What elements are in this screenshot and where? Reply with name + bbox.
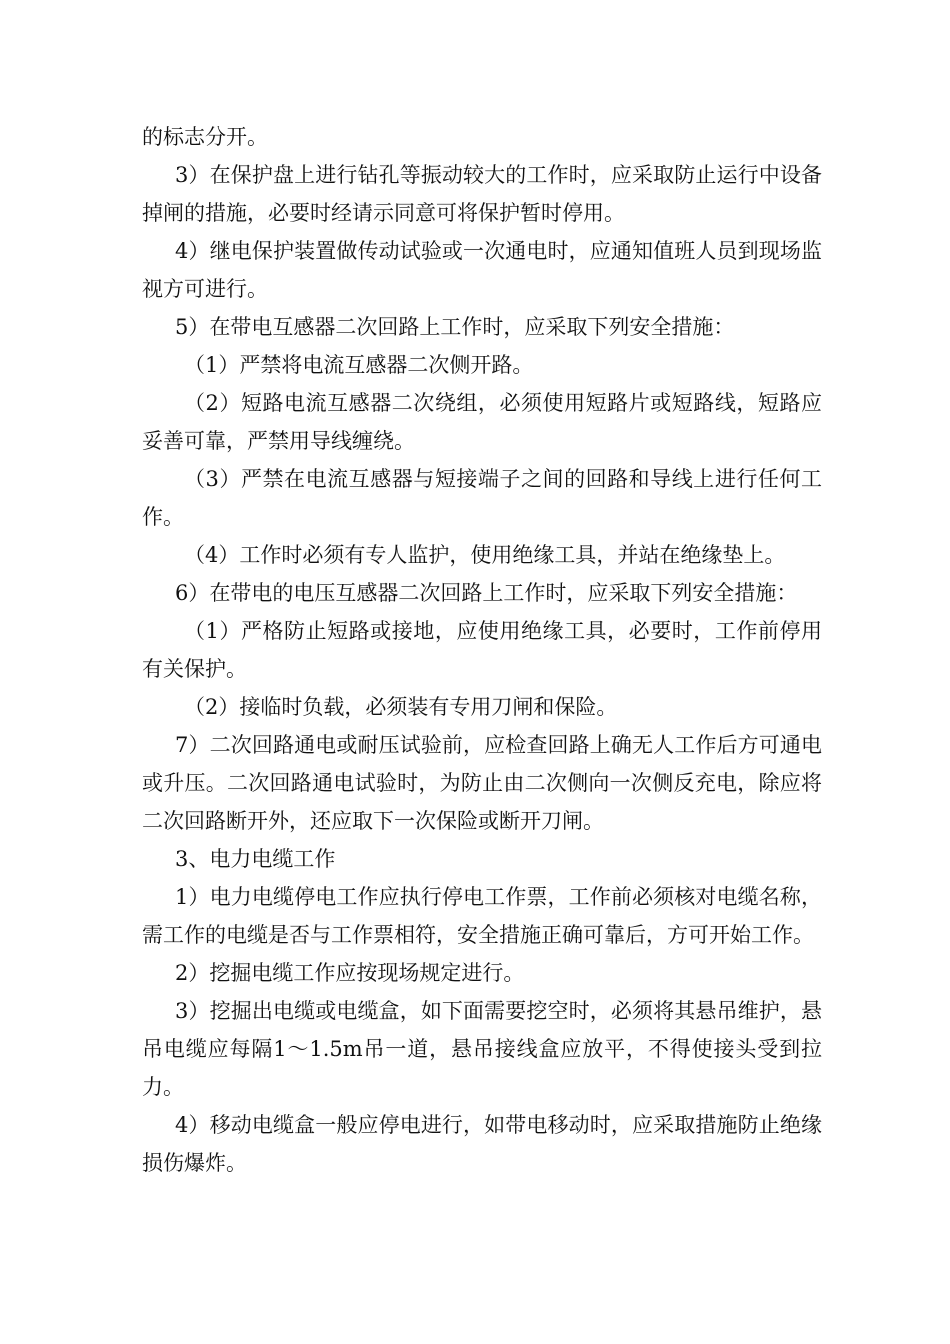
paragraph-continuation: 的标志分开。 xyxy=(142,125,268,149)
paragraph-subitem-5-2: （2）短路电流互感器二次绕组，必须使用短路片或短路线，短路应妥善可靠，严禁用导线缠绕。 xyxy=(142,391,822,453)
paragraph-subitem-6-1: （1）严格防止短路或接地，应使用绝缘工具，必要时，工作前停用有关保护。 xyxy=(142,619,822,681)
paragraph-item-3: 3）在保护盘上进行钻孔等振动较大的工作时，应采取防止运行中设备掉闸的措施，必要时经请示同意可将保护暂时停用。 xyxy=(142,163,822,225)
section-heading-power-cable: 3、电力电缆工作 xyxy=(175,847,336,871)
paragraph-subitem-5-1: （1）严禁将电流互感器二次侧开路。 xyxy=(184,353,534,377)
paragraph-cable-item-3: 3）挖掘出电缆或电缆盒，如下面需要挖空时，必须将其悬吊维护，悬吊电缆应每隔1～1.5m吊一道，悬吊接线盒应放平，不得使接头受到拉力。 xyxy=(142,999,822,1099)
document-body xyxy=(142,118,822,1182)
paragraph-item-7: 7）二次回路通电或耐压试验前，应检查回路上确无人工作后方可通电或升压。二次回路通电试验时，为防止由二次侧向一次侧反充电，除应将二次回路断开外，还应取下一次保险或断开刀闸。 xyxy=(142,733,822,833)
paragraph-item-5: 5）在带电互感器二次回路上工作时，应采取下列安全措施： xyxy=(175,315,735,339)
paragraph-cable-item-2: 2）挖掘电缆工作应按现场规定进行。 xyxy=(175,961,525,985)
paragraph-item-4: 4）继电保护装置做传动试验或一次通电时，应通知值班人员到现场监视方可进行。 xyxy=(142,239,822,301)
paragraph-cable-item-4: 4）移动电缆盒一般应停电进行，如带电移动时，应采取措施防止绝缘损伤爆炸。 xyxy=(142,1113,822,1175)
paragraph-subitem-5-3: （3）严禁在电流互感器与短接端子之间的回路和导线上进行任何工作。 xyxy=(142,467,822,529)
paragraph-item-6: 6）在带电的电压互感器二次回路上工作时，应采取下列安全措施： xyxy=(175,581,798,605)
paragraph-cable-item-1: 1）电力电缆停电工作应执行停电工作票，工作前必须核对电缆名称，需工作的电缆是否与工作票相符，安全措施正确可靠后，方可开始工作。 xyxy=(142,885,822,947)
paragraph-subitem-5-4: （4）工作时必须有专人监护，使用绝缘工具，并站在绝缘垫上。 xyxy=(184,543,786,567)
paragraph-subitem-6-2: （2）接临时负载，必须装有专用刀闸和保险。 xyxy=(184,695,618,719)
